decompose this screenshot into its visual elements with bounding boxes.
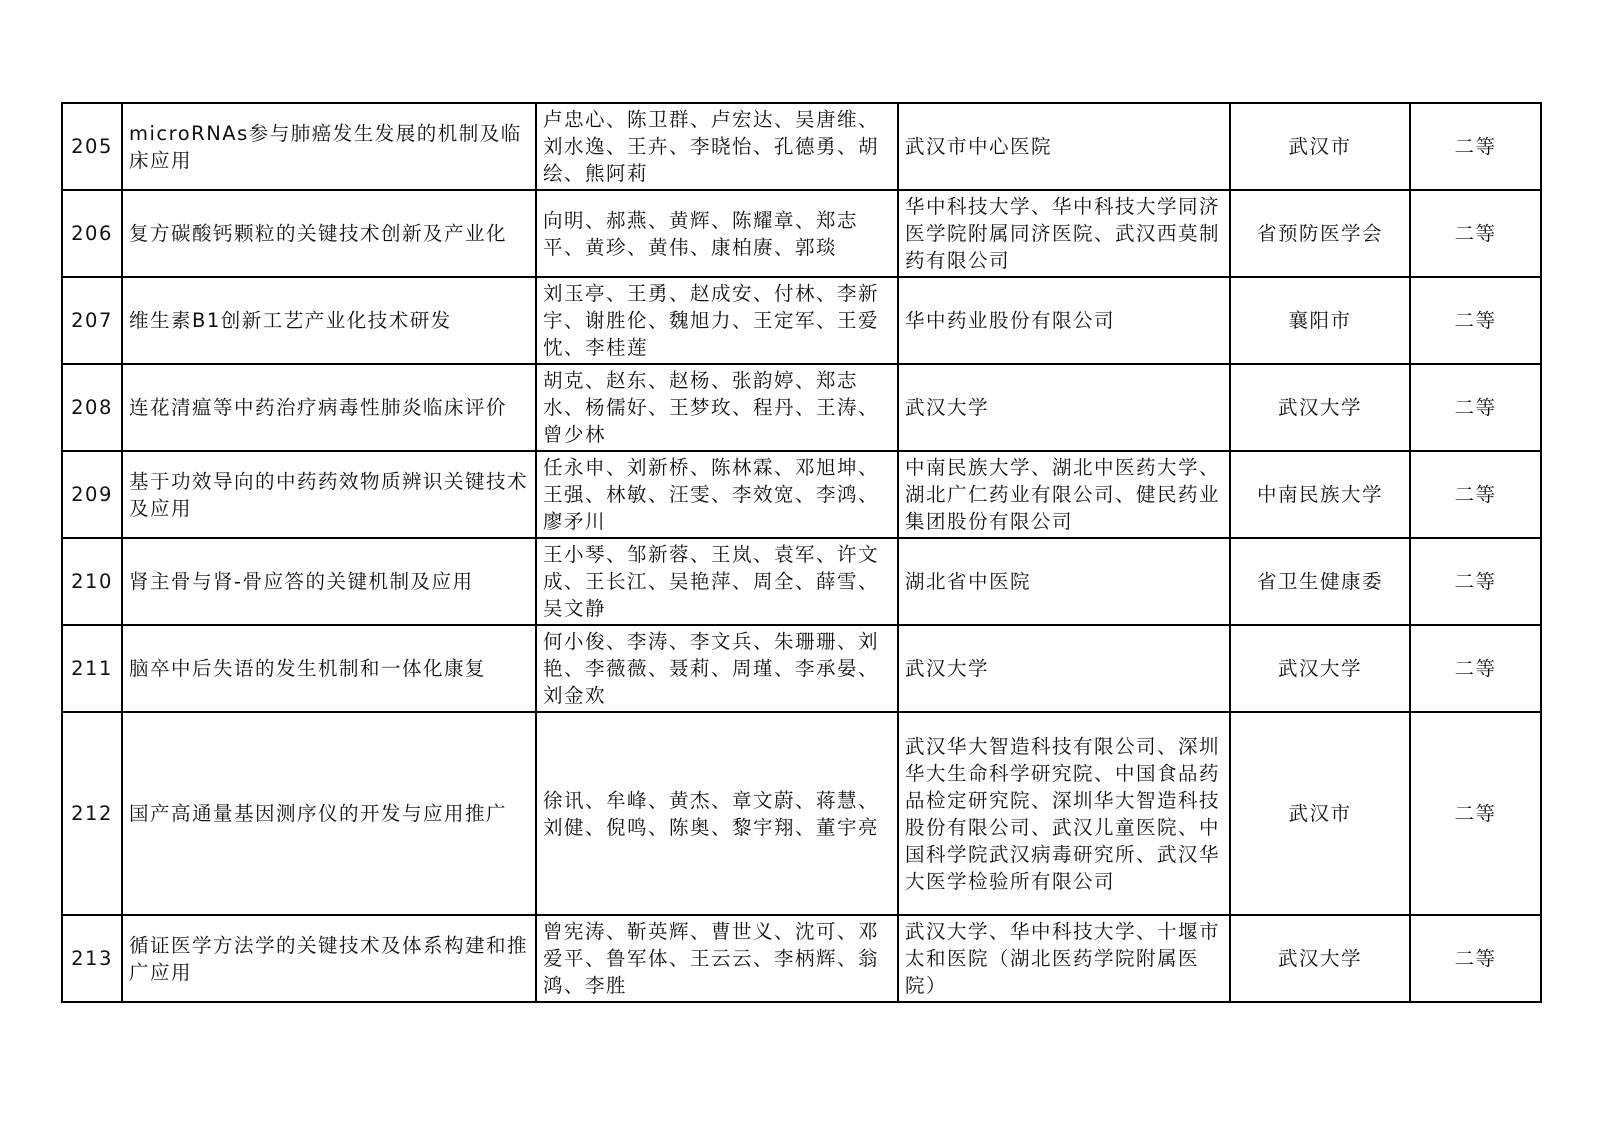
completers: 曾宪涛、靳英辉、曹世义、沈可、邓爱平、鲁军体、王云云、李柄辉、翁鸿、李胜 [536, 915, 898, 1002]
award-grade: 二等 [1410, 712, 1541, 915]
organizations: 武汉大学、华中科技大学、十堰市太和医院（湖北医药学院附属医院） [898, 915, 1230, 1002]
row-number: 207 [62, 277, 122, 364]
table-row [62, 103, 1541, 190]
project-name: 复方碳酸钙颗粒的关键技术创新及产业化 [122, 190, 536, 277]
row-number: 206 [62, 190, 122, 277]
row-number: 211 [62, 625, 122, 712]
nominating-unit: 武汉市 [1230, 712, 1410, 915]
organizations: 华中科技大学、华中科技大学同济医学院附属同济医院、武汉西莫制药有限公司 [898, 190, 1230, 277]
project-name: 脑卒中后失语的发生机制和一体化康复 [122, 625, 536, 712]
table-row [62, 625, 1541, 712]
award-grade: 二等 [1410, 277, 1541, 364]
completers: 王小琴、邹新蓉、王岚、袁军、许文成、王长江、吴艳萍、周全、薛雪、吴文静 [536, 538, 898, 625]
project-name: 连花清瘟等中药治疗病毒性肺炎临床评价 [122, 364, 536, 451]
row-number: 210 [62, 538, 122, 625]
row-number: 205 [62, 103, 122, 190]
completers: 向明、郝燕、黄辉、陈耀章、郑志平、黄珍、黄伟、康柏赓、郭琰 [536, 190, 898, 277]
organizations: 湖北省中医院 [898, 538, 1230, 625]
table-row [62, 712, 1541, 915]
row-number: 208 [62, 364, 122, 451]
project-name: 肾主骨与肾-骨应答的关键机制及应用 [122, 538, 536, 625]
completers: 刘玉亭、王勇、赵成安、付林、李新宇、谢胜伦、魏旭力、王定军、王爱忱、李桂莲 [536, 277, 898, 364]
nominating-unit: 武汉大学 [1230, 625, 1410, 712]
table-row [62, 190, 1541, 277]
award-table-body [62, 103, 1541, 1002]
award-grade: 二等 [1410, 103, 1541, 190]
completers: 何小俊、李涛、李文兵、朱珊珊、刘艳、李薇薇、聂莉、周瑾、李承晏、刘金欢 [536, 625, 898, 712]
nominating-unit: 襄阳市 [1230, 277, 1410, 364]
award-grade: 二等 [1410, 364, 1541, 451]
award-grade: 二等 [1410, 538, 1541, 625]
row-number: 213 [62, 915, 122, 1002]
table-row [62, 538, 1541, 625]
award-grade: 二等 [1410, 915, 1541, 1002]
organizations: 武汉大学 [898, 364, 1230, 451]
nominating-unit: 中南民族大学 [1230, 451, 1410, 538]
project-name: microRNAs参与肺癌发生发展的机制及临床应用 [122, 103, 536, 190]
table-row [62, 364, 1541, 451]
project-name: 国产高通量基因测序仪的开发与应用推广 [122, 712, 536, 915]
completers: 胡克、赵东、赵杨、张韵婷、郑志水、杨儒好、王梦玫、程丹、王涛、曾少林 [536, 364, 898, 451]
nominating-unit: 省卫生健康委 [1230, 538, 1410, 625]
nominating-unit: 武汉市 [1230, 103, 1410, 190]
row-number: 209 [62, 451, 122, 538]
completers: 任永申、刘新桥、陈林霖、邓旭坤、王强、林敏、汪雯、李效宽、李鸿、廖矛川 [536, 451, 898, 538]
award-grade: 二等 [1410, 451, 1541, 538]
award-grade: 二等 [1410, 625, 1541, 712]
row-number: 212 [62, 712, 122, 915]
nominating-unit: 省预防医学会 [1230, 190, 1410, 277]
nominating-unit: 武汉大学 [1230, 364, 1410, 451]
award-grade: 二等 [1410, 190, 1541, 277]
project-name: 维生素B1创新工艺产业化技术研发 [122, 277, 536, 364]
project-name: 循证医学方法学的关键技术及体系构建和推广应用 [122, 915, 536, 1002]
organizations: 武汉大学 [898, 625, 1230, 712]
completers: 徐讯、牟峰、黄杰、章文蔚、蒋慧、刘健、倪鸣、陈奥、黎宇翔、董宇亮 [536, 712, 898, 915]
table-row [62, 451, 1541, 538]
organizations: 中南民族大学、湖北中医药大学、湖北广仁药业有限公司、健民药业集团股份有限公司 [898, 451, 1230, 538]
organizations: 华中药业股份有限公司 [898, 277, 1230, 364]
table-row [62, 277, 1541, 364]
project-name: 基于功效导向的中药药效物质辨识关键技术及应用 [122, 451, 536, 538]
award-table [61, 102, 1542, 1003]
table-row [62, 915, 1541, 1002]
organizations: 武汉华大智造科技有限公司、深圳华大生命科学研究院、中国食品药品检定研究院、深圳华大智造科技股份有限公司、武汉儿童医院、中国科学院武汉病毒研究所、武汉华大医学检验所有限公司 [898, 712, 1230, 915]
organizations: 武汉市中心医院 [898, 103, 1230, 190]
completers: 卢忠心、陈卫群、卢宏达、吴唐维、刘水逸、王卉、李晓怡、孔德勇、胡绘、熊阿莉 [536, 103, 898, 190]
nominating-unit: 武汉大学 [1230, 915, 1410, 1002]
